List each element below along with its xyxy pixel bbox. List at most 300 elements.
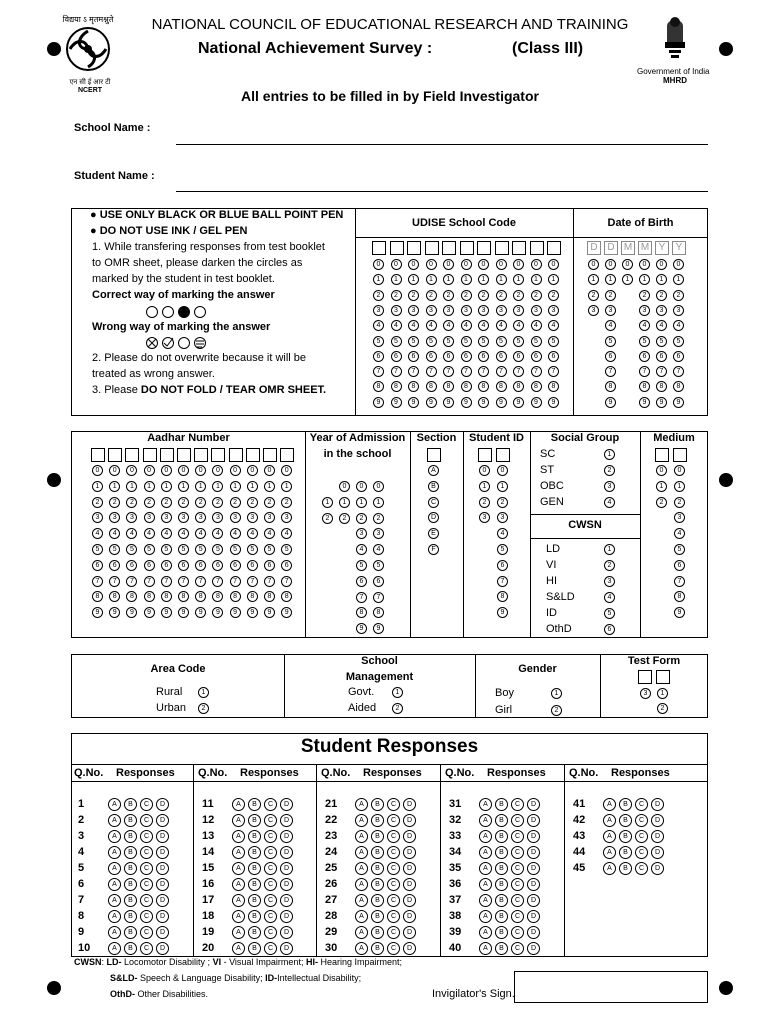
student-id-bubble[interactable]: 0 — [497, 465, 508, 476]
udise-bubble[interactable]: 3 — [408, 305, 419, 316]
dob-bubble[interactable]: 0 — [622, 259, 633, 270]
udise-bubble[interactable]: 2 — [478, 290, 489, 301]
dob-digit-box[interactable]: M — [621, 241, 635, 255]
response-bubble[interactable]: A — [108, 798, 121, 811]
udise-bubble[interactable]: 1 — [391, 274, 402, 285]
section-bubble[interactable]: E — [428, 528, 439, 539]
response-bubble[interactable]: C — [264, 814, 277, 827]
udise-bubble[interactable]: 0 — [548, 259, 559, 270]
dob-bubble[interactable]: 8 — [673, 381, 684, 392]
udise-bubble[interactable]: 4 — [391, 320, 402, 331]
response-bubble[interactable]: B — [248, 894, 261, 907]
test-form-bubble[interactable]: 3 — [640, 688, 651, 699]
aadhar-digit-box[interactable] — [280, 448, 294, 462]
response-bubble[interactable]: D — [651, 798, 664, 811]
response-bubble[interactable]: B — [248, 926, 261, 939]
aadhar-bubble[interactable]: 3 — [264, 512, 275, 523]
aadhar-bubble[interactable]: 8 — [126, 591, 137, 602]
response-bubble[interactable]: D — [403, 798, 416, 811]
year-bubble[interactable]: 9 — [373, 623, 384, 634]
response-bubble[interactable]: B — [619, 846, 632, 859]
response-bubble[interactable]: C — [140, 862, 153, 875]
aadhar-bubble[interactable]: 9 — [212, 607, 223, 618]
area-code-bubble[interactable]: 1 — [198, 687, 209, 698]
aadhar-bubble[interactable]: 1 — [247, 481, 258, 492]
response-bubble[interactable]: D — [527, 910, 540, 923]
aadhar-bubble[interactable]: 5 — [92, 544, 103, 555]
aadhar-bubble[interactable]: 6 — [126, 560, 137, 571]
aadhar-digit-box[interactable] — [194, 448, 208, 462]
aadhar-bubble[interactable]: 8 — [212, 591, 223, 602]
aadhar-bubble[interactable]: 2 — [126, 497, 137, 508]
aadhar-bubble[interactable]: 7 — [281, 576, 292, 587]
aadhar-bubble[interactable]: 1 — [281, 481, 292, 492]
response-bubble[interactable]: A — [108, 926, 121, 939]
response-bubble[interactable]: B — [619, 830, 632, 843]
dob-bubble[interactable]: 5 — [605, 336, 616, 347]
response-bubble[interactable]: A — [355, 830, 368, 843]
dob-digit-box[interactable]: M — [638, 241, 652, 255]
udise-bubble[interactable]: 4 — [478, 320, 489, 331]
udise-bubble[interactable]: 3 — [478, 305, 489, 316]
aadhar-bubble[interactable]: 9 — [92, 607, 103, 618]
dob-bubble[interactable]: 9 — [639, 397, 650, 408]
dob-bubble[interactable]: 6 — [673, 351, 684, 362]
cwsn-bubble[interactable]: 1 — [604, 544, 615, 555]
response-bubble[interactable]: A — [355, 878, 368, 891]
student-name-input[interactable] — [176, 191, 708, 192]
udise-bubble[interactable]: 0 — [496, 259, 507, 270]
udise-bubble[interactable]: 8 — [531, 381, 542, 392]
udise-bubble[interactable]: 6 — [496, 351, 507, 362]
udise-bubble[interactable]: 7 — [478, 366, 489, 377]
udise-bubble[interactable]: 5 — [426, 336, 437, 347]
dob-bubble[interactable]: 2 — [673, 290, 684, 301]
udise-bubble[interactable]: 8 — [461, 381, 472, 392]
udise-bubble[interactable]: 9 — [478, 397, 489, 408]
udise-bubble[interactable]: 3 — [548, 305, 559, 316]
test-form-bubble[interactable]: 2 — [657, 703, 668, 714]
aadhar-digit-box[interactable] — [160, 448, 174, 462]
student-id-bubble[interactable]: 2 — [479, 497, 490, 508]
student-id-bubble[interactable]: 9 — [497, 607, 508, 618]
dob-bubble[interactable]: 6 — [639, 351, 650, 362]
response-bubble[interactable]: C — [511, 910, 524, 923]
response-bubble[interactable]: C — [264, 798, 277, 811]
udise-bubble[interactable]: 7 — [513, 366, 524, 377]
dob-bubble[interactable]: 3 — [605, 305, 616, 316]
udise-bubble[interactable]: 8 — [478, 381, 489, 392]
aadhar-bubble[interactable]: 4 — [92, 528, 103, 539]
response-bubble[interactable]: B — [371, 846, 384, 859]
response-bubble[interactable]: A — [108, 830, 121, 843]
response-bubble[interactable]: D — [527, 926, 540, 939]
response-bubble[interactable]: B — [495, 862, 508, 875]
aadhar-bubble[interactable]: 5 — [144, 544, 155, 555]
aadhar-bubble[interactable]: 4 — [212, 528, 223, 539]
response-bubble[interactable]: B — [248, 846, 261, 859]
section-bubble[interactable]: C — [428, 497, 439, 508]
medium-bubble[interactable]: 2 — [674, 497, 685, 508]
response-bubble[interactable]: C — [264, 846, 277, 859]
udise-bubble[interactable]: 5 — [496, 336, 507, 347]
section-bubble[interactable]: F — [428, 544, 439, 555]
aadhar-bubble[interactable]: 4 — [126, 528, 137, 539]
udise-bubble[interactable]: 7 — [391, 366, 402, 377]
response-bubble[interactable]: C — [140, 814, 153, 827]
student-id-box[interactable] — [478, 448, 492, 462]
udise-bubble[interactable]: 2 — [461, 290, 472, 301]
aadhar-bubble[interactable]: 9 — [247, 607, 258, 618]
response-bubble[interactable]: A — [479, 942, 492, 955]
aadhar-bubble[interactable]: 6 — [178, 560, 189, 571]
aadhar-bubble[interactable]: 5 — [178, 544, 189, 555]
aadhar-bubble[interactable]: 0 — [247, 465, 258, 476]
social-group-bubble[interactable]: 1 — [604, 449, 615, 460]
response-bubble[interactable]: C — [140, 926, 153, 939]
student-id-bubble[interactable]: 5 — [497, 544, 508, 555]
aadhar-bubble[interactable]: 7 — [178, 576, 189, 587]
response-bubble[interactable]: C — [264, 942, 277, 955]
response-bubble[interactable]: D — [403, 894, 416, 907]
aadhar-bubble[interactable]: 6 — [281, 560, 292, 571]
response-bubble[interactable]: A — [232, 862, 245, 875]
aadhar-bubble[interactable]: 9 — [230, 607, 241, 618]
response-bubble[interactable]: B — [619, 814, 632, 827]
udise-bubble[interactable]: 9 — [391, 397, 402, 408]
aadhar-bubble[interactable]: 0 — [212, 465, 223, 476]
response-bubble[interactable]: D — [280, 830, 293, 843]
year-bubble[interactable]: 2 — [322, 513, 333, 524]
response-bubble[interactable]: A — [232, 846, 245, 859]
response-bubble[interactable]: C — [635, 846, 648, 859]
response-bubble[interactable]: C — [387, 926, 400, 939]
aadhar-bubble[interactable]: 8 — [109, 591, 120, 602]
response-bubble[interactable]: A — [108, 846, 121, 859]
aadhar-bubble[interactable]: 7 — [144, 576, 155, 587]
social-group-bubble[interactable]: 4 — [604, 497, 615, 508]
udise-digit-box[interactable] — [442, 241, 456, 255]
response-bubble[interactable]: D — [403, 846, 416, 859]
udise-bubble[interactable]: 1 — [461, 274, 472, 285]
udise-bubble[interactable]: 4 — [443, 320, 454, 331]
response-bubble[interactable]: A — [355, 862, 368, 875]
response-bubble[interactable]: A — [479, 862, 492, 875]
udise-bubble[interactable]: 0 — [461, 259, 472, 270]
aadhar-bubble[interactable]: 3 — [161, 512, 172, 523]
response-bubble[interactable]: D — [403, 942, 416, 955]
response-bubble[interactable]: C — [264, 878, 277, 891]
response-bubble[interactable]: D — [527, 894, 540, 907]
response-bubble[interactable]: D — [156, 910, 169, 923]
udise-bubble[interactable]: 5 — [478, 336, 489, 347]
response-bubble[interactable]: D — [651, 830, 664, 843]
social-group-bubble[interactable]: 3 — [604, 481, 615, 492]
udise-bubble[interactable]: 8 — [496, 381, 507, 392]
aadhar-bubble[interactable]: 9 — [281, 607, 292, 618]
response-bubble[interactable]: B — [124, 942, 137, 955]
response-bubble[interactable]: C — [511, 830, 524, 843]
dob-bubble[interactable]: 6 — [605, 351, 616, 362]
dob-bubble[interactable]: 1 — [639, 274, 650, 285]
aadhar-bubble[interactable]: 5 — [161, 544, 172, 555]
dob-bubble[interactable]: 9 — [656, 397, 667, 408]
aadhar-bubble[interactable]: 1 — [178, 481, 189, 492]
response-bubble[interactable]: A — [232, 878, 245, 891]
dob-bubble[interactable]: 2 — [605, 290, 616, 301]
dob-bubble[interactable]: 3 — [588, 305, 599, 316]
aadhar-bubble[interactable]: 1 — [230, 481, 241, 492]
gender-bubble[interactable]: 2 — [551, 705, 562, 716]
udise-bubble[interactable]: 9 — [443, 397, 454, 408]
dob-bubble[interactable]: 9 — [673, 397, 684, 408]
aadhar-bubble[interactable]: 4 — [178, 528, 189, 539]
response-bubble[interactable]: C — [140, 878, 153, 891]
dob-bubble[interactable]: 5 — [673, 336, 684, 347]
response-bubble[interactable]: D — [651, 862, 664, 875]
response-bubble[interactable]: A — [108, 894, 121, 907]
aadhar-bubble[interactable]: 6 — [195, 560, 206, 571]
udise-bubble[interactable]: 1 — [373, 274, 384, 285]
response-bubble[interactable]: D — [280, 798, 293, 811]
aadhar-bubble[interactable]: 8 — [92, 591, 103, 602]
udise-bubble[interactable]: 9 — [496, 397, 507, 408]
student-id-bubble[interactable]: 2 — [497, 497, 508, 508]
response-bubble[interactable]: A — [479, 830, 492, 843]
response-bubble[interactable]: A — [232, 798, 245, 811]
aadhar-bubble[interactable]: 0 — [178, 465, 189, 476]
medium-bubble[interactable]: 0 — [656, 465, 667, 476]
response-bubble[interactable]: D — [403, 878, 416, 891]
year-bubble[interactable]: 7 — [373, 592, 384, 603]
aadhar-bubble[interactable]: 0 — [230, 465, 241, 476]
cwsn-bubble[interactable]: 5 — [604, 608, 615, 619]
udise-bubble[interactable]: 4 — [531, 320, 542, 331]
student-id-box[interactable] — [496, 448, 510, 462]
udise-bubble[interactable]: 5 — [531, 336, 542, 347]
year-bubble[interactable]: 6 — [356, 576, 367, 587]
udise-bubble[interactable]: 8 — [443, 381, 454, 392]
dob-bubble[interactable]: 1 — [673, 274, 684, 285]
udise-digit-box[interactable] — [390, 241, 404, 255]
aadhar-bubble[interactable]: 0 — [109, 465, 120, 476]
year-bubble[interactable]: 1 — [356, 497, 367, 508]
aadhar-bubble[interactable]: 3 — [230, 512, 241, 523]
dob-bubble[interactable]: 0 — [605, 259, 616, 270]
response-bubble[interactable]: B — [124, 830, 137, 843]
response-bubble[interactable]: B — [248, 830, 261, 843]
udise-bubble[interactable]: 9 — [408, 397, 419, 408]
response-bubble[interactable]: A — [232, 894, 245, 907]
aadhar-bubble[interactable]: 3 — [195, 512, 206, 523]
aadhar-bubble[interactable]: 4 — [109, 528, 120, 539]
student-id-bubble[interactable]: 8 — [497, 591, 508, 602]
dob-digit-box[interactable]: Y — [672, 241, 686, 255]
year-bubble[interactable]: 7 — [356, 592, 367, 603]
response-bubble[interactable]: C — [387, 878, 400, 891]
udise-bubble[interactable]: 3 — [461, 305, 472, 316]
udise-bubble[interactable]: 8 — [408, 381, 419, 392]
response-bubble[interactable]: B — [371, 830, 384, 843]
response-bubble[interactable]: A — [232, 910, 245, 923]
aadhar-bubble[interactable]: 3 — [109, 512, 120, 523]
medium-bubble[interactable]: 4 — [674, 528, 685, 539]
udise-digit-box[interactable] — [495, 241, 509, 255]
response-bubble[interactable]: C — [264, 862, 277, 875]
aadhar-bubble[interactable]: 5 — [281, 544, 292, 555]
year-bubble[interactable]: 3 — [373, 528, 384, 539]
udise-bubble[interactable]: 7 — [496, 366, 507, 377]
udise-bubble[interactable]: 3 — [391, 305, 402, 316]
social-group-bubble[interactable]: 2 — [604, 465, 615, 476]
udise-bubble[interactable]: 0 — [531, 259, 542, 270]
response-bubble[interactable]: D — [156, 798, 169, 811]
aadhar-bubble[interactable]: 6 — [264, 560, 275, 571]
dob-bubble[interactable]: 1 — [622, 274, 633, 285]
year-bubble[interactable]: 2 — [339, 513, 350, 524]
udise-bubble[interactable]: 0 — [443, 259, 454, 270]
response-bubble[interactable]: B — [124, 814, 137, 827]
medium-bubble[interactable]: 5 — [674, 544, 685, 555]
dob-bubble[interactable]: 1 — [588, 274, 599, 285]
medium-box[interactable] — [673, 448, 687, 462]
year-bubble[interactable]: 4 — [373, 544, 384, 555]
response-bubble[interactable]: D — [156, 830, 169, 843]
response-bubble[interactable]: D — [156, 942, 169, 955]
dob-bubble[interactable]: 5 — [639, 336, 650, 347]
aadhar-bubble[interactable]: 7 — [247, 576, 258, 587]
section-bubble[interactable]: A — [428, 465, 439, 476]
udise-bubble[interactable]: 8 — [373, 381, 384, 392]
response-bubble[interactable]: D — [403, 926, 416, 939]
response-bubble[interactable]: D — [280, 814, 293, 827]
aadhar-bubble[interactable]: 0 — [126, 465, 137, 476]
response-bubble[interactable]: C — [387, 910, 400, 923]
aadhar-bubble[interactable]: 7 — [212, 576, 223, 587]
udise-bubble[interactable]: 1 — [408, 274, 419, 285]
aadhar-bubble[interactable]: 5 — [230, 544, 241, 555]
aadhar-bubble[interactable]: 4 — [264, 528, 275, 539]
udise-bubble[interactable]: 2 — [408, 290, 419, 301]
aadhar-bubble[interactable]: 2 — [178, 497, 189, 508]
aadhar-bubble[interactable]: 6 — [109, 560, 120, 571]
dob-bubble[interactable]: 4 — [605, 320, 616, 331]
udise-bubble[interactable]: 5 — [513, 336, 524, 347]
response-bubble[interactable]: C — [140, 942, 153, 955]
udise-digit-box[interactable] — [547, 241, 561, 255]
aadhar-bubble[interactable]: 9 — [109, 607, 120, 618]
aadhar-bubble[interactable]: 8 — [264, 591, 275, 602]
response-bubble[interactable]: D — [280, 862, 293, 875]
udise-bubble[interactable]: 8 — [513, 381, 524, 392]
response-bubble[interactable]: C — [387, 942, 400, 955]
aadhar-bubble[interactable]: 6 — [92, 560, 103, 571]
year-bubble[interactable]: 6 — [373, 576, 384, 587]
udise-bubble[interactable]: 1 — [496, 274, 507, 285]
udise-bubble[interactable]: 8 — [426, 381, 437, 392]
response-bubble[interactable]: C — [511, 942, 524, 955]
response-bubble[interactable]: D — [403, 830, 416, 843]
dob-bubble[interactable]: 6 — [656, 351, 667, 362]
aadhar-bubble[interactable]: 2 — [161, 497, 172, 508]
response-bubble[interactable]: B — [248, 878, 261, 891]
aadhar-bubble[interactable]: 5 — [264, 544, 275, 555]
response-bubble[interactable]: A — [108, 942, 121, 955]
aadhar-bubble[interactable]: 0 — [281, 465, 292, 476]
response-bubble[interactable]: D — [156, 894, 169, 907]
aadhar-bubble[interactable]: 3 — [212, 512, 223, 523]
student-id-bubble[interactable]: 1 — [497, 481, 508, 492]
aadhar-bubble[interactable]: 7 — [92, 576, 103, 587]
udise-bubble[interactable]: 5 — [548, 336, 559, 347]
response-bubble[interactable]: A — [479, 894, 492, 907]
dob-bubble[interactable]: 0 — [588, 259, 599, 270]
aadhar-bubble[interactable]: 3 — [247, 512, 258, 523]
response-bubble[interactable]: D — [280, 926, 293, 939]
response-bubble[interactable]: C — [511, 926, 524, 939]
year-bubble[interactable]: 8 — [356, 607, 367, 618]
aadhar-bubble[interactable]: 5 — [126, 544, 137, 555]
response-bubble[interactable]: B — [248, 942, 261, 955]
udise-bubble[interactable]: 9 — [548, 397, 559, 408]
udise-bubble[interactable]: 3 — [426, 305, 437, 316]
response-bubble[interactable]: B — [248, 798, 261, 811]
udise-bubble[interactable]: 1 — [443, 274, 454, 285]
response-bubble[interactable]: B — [371, 910, 384, 923]
aadhar-bubble[interactable]: 4 — [247, 528, 258, 539]
area-code-bubble[interactable]: 2 — [198, 703, 209, 714]
dob-bubble[interactable]: 2 — [656, 290, 667, 301]
udise-bubble[interactable]: 9 — [461, 397, 472, 408]
response-bubble[interactable]: C — [511, 798, 524, 811]
response-bubble[interactable]: C — [387, 862, 400, 875]
aadhar-digit-box[interactable] — [246, 448, 260, 462]
response-bubble[interactable]: A — [108, 814, 121, 827]
response-bubble[interactable]: A — [108, 878, 121, 891]
aadhar-bubble[interactable]: 7 — [195, 576, 206, 587]
dob-bubble[interactable]: 7 — [656, 366, 667, 377]
aadhar-bubble[interactable]: 9 — [126, 607, 137, 618]
year-bubble[interactable]: 2 — [373, 513, 384, 524]
aadhar-bubble[interactable]: 6 — [212, 560, 223, 571]
aadhar-bubble[interactable]: 1 — [126, 481, 137, 492]
response-bubble[interactable]: A — [479, 926, 492, 939]
mgmt-bubble[interactable]: 2 — [392, 703, 403, 714]
medium-bubble[interactable]: 1 — [674, 481, 685, 492]
dob-bubble[interactable]: 8 — [605, 381, 616, 392]
aadhar-bubble[interactable]: 7 — [109, 576, 120, 587]
response-bubble[interactable]: B — [371, 942, 384, 955]
year-bubble[interactable]: 0 — [356, 481, 367, 492]
aadhar-bubble[interactable]: 4 — [144, 528, 155, 539]
section-bubble[interactable]: D — [428, 512, 439, 523]
response-bubble[interactable]: D — [403, 910, 416, 923]
response-bubble[interactable]: C — [511, 862, 524, 875]
aadhar-bubble[interactable]: 2 — [281, 497, 292, 508]
test-form-box[interactable] — [638, 670, 652, 684]
udise-bubble[interactable]: 4 — [408, 320, 419, 331]
response-bubble[interactable]: C — [511, 878, 524, 891]
dob-bubble[interactable]: 8 — [656, 381, 667, 392]
student-id-bubble[interactable]: 3 — [479, 512, 490, 523]
year-bubble[interactable]: 5 — [356, 560, 367, 571]
aadhar-bubble[interactable]: 1 — [212, 481, 223, 492]
year-bubble[interactable]: 2 — [356, 513, 367, 524]
udise-digit-box[interactable] — [425, 241, 439, 255]
udise-bubble[interactable]: 6 — [426, 351, 437, 362]
response-bubble[interactable]: D — [651, 846, 664, 859]
udise-bubble[interactable]: 9 — [531, 397, 542, 408]
